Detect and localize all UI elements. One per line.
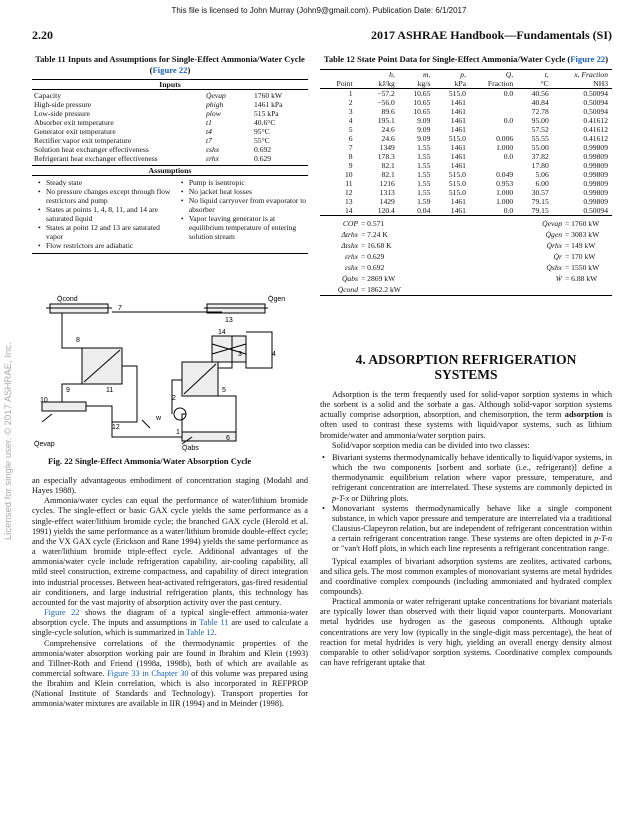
- absorption-cycle-svg: [32, 292, 308, 452]
- paragraph-ammonia-water: Ammonia/water cycles can equal the performance of water/lithium bromide cycles. The single-effect or basic GAX cycle yields the same performance as a single-effect water/lithium bromide cycle; the branched GAX cycle (Herold et al. 1991) yields the same performance as a water/lithium bromide double-effect cycle; and the VX GAX cycle (Erickson and Rane 1994) yields the same performance as a water/lithium bromide triple-effect cycle. Additional advantages of the ammonia/water cycle include refrigeration capability, air-cooling capability, all mild steel construction, extreme compactness, and capability of direct integration into industrial processes. Between heat-activated refrigerators, gas-fired residential air conditioners, and large industrial refrigeration plants, this technology has accounted for the vast majority of absorption activity over the past century.: [32, 496, 308, 607]
- label-3: 3: [238, 351, 242, 358]
- section-body: [320, 390, 612, 668]
- summary-symbol: Ẇ: [555, 274, 562, 283]
- column-header: Fraction: [470, 79, 517, 89]
- table-cell: 8: [348, 152, 353, 161]
- table-cell: t7: [206, 136, 212, 145]
- table-row: [320, 98, 612, 107]
- summary-symbol: εrhx: [345, 252, 358, 261]
- list-item: • Vapor leaving generator is at equilibrium temperature of entering solution stream: [183, 214, 308, 241]
- label-qgen: Q̇gen: [268, 296, 286, 303]
- table-cell: 195.1: [377, 116, 395, 125]
- table-cell: 1461: [450, 152, 466, 161]
- table-cell: 1.000: [496, 143, 514, 152]
- summary-symbol: Q̇evap: [542, 219, 562, 228]
- table-cell: 0.41612: [583, 116, 608, 125]
- summary-row: [320, 240, 470, 251]
- table-row: [320, 125, 612, 134]
- label-6: 6: [226, 435, 230, 442]
- left-body-text: [32, 476, 308, 710]
- paragraph-correlations: Comprehensive correlations of the thermodynamic properties of the ammonia/water absorption working pair are found in Ibrahim and Klein (1993) and Tillner-Roth and Friend (1998a, 1998b), both of which are available as commercial software. Figure 33 in Chapter 30 of this volume was prepared using the Ibrahim and Klein correlation, which is also incorporated in REFPROP (National Institute of Standards and Technology). Transport properties for ammonia/water mixtures are available in IIR (1994) and in Meinder (1998).: [32, 638, 308, 709]
- column-header: kJ/kg: [363, 79, 399, 89]
- table-11-link[interactable]: Table 11: [199, 618, 229, 628]
- table-cell: [470, 161, 517, 170]
- label-qabs: Q̇abs: [182, 445, 199, 452]
- table-cell: 24.6: [381, 125, 395, 134]
- label-qevap: Q̇evap: [34, 441, 55, 448]
- table-cell: 55.55: [531, 134, 549, 143]
- summary-row: [320, 229, 470, 240]
- evaporator: [42, 402, 86, 411]
- table-cell: 515.0: [448, 179, 466, 188]
- table-cell: 9.09: [417, 125, 431, 134]
- table-cell: 1461: [450, 206, 466, 215]
- table-cell: 0.99809: [583, 179, 608, 188]
- figure-33-link[interactable]: Figure 33 in Chapter 30: [107, 668, 189, 678]
- column-header: NH3: [553, 79, 612, 89]
- summary-symbol: Q̇gen: [545, 230, 562, 239]
- table-cell: 12: [345, 188, 353, 197]
- label-12: 12: [112, 424, 120, 431]
- table-cell: [470, 107, 517, 116]
- table-cell: 0.04: [417, 206, 431, 215]
- table-cell: 30.57: [531, 188, 549, 197]
- summary-value: = 2869 kW: [361, 274, 396, 283]
- column-header: [320, 70, 363, 80]
- summary-symbol: Δtrhx: [341, 230, 358, 239]
- label-9: 9: [66, 387, 70, 394]
- table-cell: Refrigerant heat exchanger effectiveness: [34, 154, 158, 163]
- list-item: • No liquid carryover from evaporator to absorber: [183, 196, 308, 214]
- table-cell: 0.0: [503, 89, 514, 98]
- paragraph-figure22: Figure 22 shows the diagram of a typical single-effect ammonia-water absorption cycle. The inputs and assumptions in Table 11 are used to calculate a single-cycle solution, which is summarized in Table 12.: [32, 608, 309, 638]
- summary-row: [320, 262, 470, 273]
- summary-value: = 7.24 K: [361, 230, 388, 239]
- table-cell: 40.84: [531, 98, 549, 107]
- table-cell: 0.0: [503, 206, 514, 215]
- table-row: [32, 100, 308, 109]
- column-header: °C: [517, 79, 553, 89]
- table-cell: 1461: [450, 125, 466, 134]
- table-row: [32, 154, 308, 163]
- column-header: p,: [460, 70, 466, 79]
- table-row: [320, 179, 612, 188]
- table-row: [32, 136, 308, 145]
- table-cell: 1.55: [417, 161, 431, 170]
- assumptions-list: [32, 176, 308, 254]
- table-cell: 1.59: [417, 197, 431, 206]
- label-14: 14: [218, 329, 226, 336]
- table-cell: 1.55: [417, 152, 431, 161]
- table-cell: Absorber exit temperature: [34, 118, 114, 127]
- table-cell: 79.15: [531, 206, 549, 215]
- table-cell: 10.65: [413, 107, 431, 116]
- table-cell: 4: [348, 116, 353, 125]
- label-4: 4: [272, 351, 276, 358]
- table-cell: 11: [345, 179, 353, 188]
- table-cell: 1461: [450, 116, 466, 125]
- classes-list: [320, 453, 612, 555]
- summary-value: = 1550 kW: [565, 263, 600, 272]
- column-header: Q,: [505, 70, 514, 79]
- table-cell: 55.00: [531, 143, 549, 152]
- table-cell: t1: [206, 118, 212, 127]
- page-number: 2.20: [32, 28, 53, 42]
- table-row: [320, 152, 612, 161]
- table-cell: 1461: [450, 197, 466, 206]
- table-row: [32, 91, 308, 100]
- summary-value: = 16.68 K: [361, 241, 392, 250]
- table-row: [32, 109, 308, 118]
- table-cell: 1.55: [417, 170, 431, 179]
- table-cell: 1.000: [496, 188, 514, 197]
- table-cell: 57.52: [531, 125, 549, 134]
- table-cell: 1760 kW: [254, 91, 283, 100]
- table-cell: 0.99809: [583, 161, 608, 170]
- assumptions-heading: Assumptions: [148, 166, 192, 175]
- figure-22-diagram: [32, 292, 308, 452]
- table-cell: [470, 98, 517, 107]
- table-cell: 13: [345, 197, 353, 206]
- table-cell: 6.00: [535, 179, 549, 188]
- table-cell: 1: [348, 89, 353, 98]
- summary-value: = 149 kW: [565, 241, 596, 250]
- section-heading: 4. ADSORPTION REFRIGERATION SYSTEMS: [355, 352, 577, 382]
- table-cell: −57.2: [377, 89, 395, 98]
- table-cell: 515.0: [448, 89, 466, 98]
- list-item: • States at points 1, 4, 8, 11, and 14 are saturated liquid: [40, 205, 175, 223]
- inputs-heading: Inputs: [159, 80, 181, 89]
- table-cell: 0.50094: [583, 206, 608, 215]
- table-row: [320, 197, 612, 206]
- table-row: [320, 134, 612, 143]
- table-12-link[interactable]: Table 12: [186, 628, 215, 638]
- table-cell: 3: [348, 107, 353, 116]
- summary-value: = 170 kW: [565, 252, 596, 261]
- license-side-notice: Licensed for single user. © 2017 ASHRAE, Inc.: [3, 342, 14, 540]
- table-cell: 79.15: [531, 197, 549, 206]
- table-cell: 17.80: [531, 161, 549, 170]
- column-header: h,: [389, 70, 395, 79]
- table-row: [320, 206, 612, 216]
- table-cell: 40.56: [531, 89, 549, 98]
- table-cell: 40.6°C: [254, 118, 276, 127]
- table-cell: 1349: [379, 143, 395, 152]
- summary-value: = 0.571: [361, 219, 385, 228]
- table-cell: 1461 kPa: [254, 100, 283, 109]
- paragraph-adsorption: Adsorption is the term frequently used for solid-vapor sorption systems in which the sorbent is a solid and the sorbate a gas. Although solid-vapor sorption systems actually comprise adsorption, absorption, and chemisorption, the term adsorption is often used to contrast these systems with liquid/vapor systems, such as lithium bromide/water and ammonia/water sorption pairs.: [320, 390, 612, 440]
- table-cell: 0.629: [254, 154, 272, 163]
- table-cell: 0.006: [496, 134, 514, 143]
- figure-22-caption: Fig. 22 Single-Effect Ammonia/Water Absorption Cycle: [48, 456, 252, 466]
- table-cell: 1216: [379, 179, 395, 188]
- table-cell: 10.65: [413, 98, 431, 107]
- license-notice: This file is licensed to John Murray (John9@gmail.com). Publication Date: 6/1/2017: [171, 6, 467, 15]
- column-header: m,: [423, 70, 431, 79]
- label-10: 10: [40, 397, 48, 404]
- label-13: 13: [225, 317, 233, 324]
- summary-symbol: COP: [342, 219, 358, 228]
- summary-value: = 0.692: [361, 263, 385, 272]
- label-8: 8: [76, 337, 80, 344]
- summary-symbol: Q̇abs: [341, 274, 358, 283]
- table-cell: 0.0: [503, 152, 514, 161]
- condenser: [46, 304, 112, 313]
- figure-22-link[interactable]: Figure 22: [152, 65, 188, 75]
- table-cell: 515 kPa: [254, 109, 279, 118]
- table-cell: 5.06: [535, 170, 549, 179]
- table-cell: 1461: [450, 107, 466, 116]
- table-row: [320, 89, 612, 99]
- summary-row: [470, 262, 612, 273]
- table-row: [320, 116, 612, 125]
- table-cell: 515.0: [448, 134, 466, 143]
- column-header: kPa: [434, 79, 470, 89]
- table-cell: 24.6: [381, 134, 395, 143]
- list-item: • Flow restrictors are adiabatic: [40, 241, 175, 250]
- summary-value: = 6.88 kW: [565, 274, 598, 283]
- table-row: [320, 107, 612, 116]
- table-cell: [470, 125, 517, 134]
- table-cell: 1461: [450, 98, 466, 107]
- label-5: 5: [222, 387, 226, 394]
- table-cell: 515.0: [448, 170, 466, 179]
- label-2: 2: [172, 395, 176, 402]
- table-cell: 9.09: [417, 116, 431, 125]
- table-cell: 1313: [379, 188, 395, 197]
- summary-row: [320, 218, 470, 229]
- paragraph-continuation: an especially advantageous embodiment of concentration staging (Modahl and Hayes 1988).: [32, 476, 308, 496]
- table-cell: 82.1: [381, 161, 395, 170]
- table-11-caption: Table 11 Inputs and Assumptions for Single-Effect Ammonia/Water Cycle (Figure 22): [35, 54, 305, 75]
- table-cell: 0.049: [496, 170, 514, 179]
- state-point-table: [320, 69, 612, 216]
- table-row: [320, 170, 612, 179]
- table-cell: εshx: [206, 145, 220, 154]
- column-header: x, Fraction: [574, 70, 608, 79]
- table-cell: 95°C: [254, 127, 270, 136]
- table-cell: 1461: [450, 143, 466, 152]
- paragraph-classes: Solid/vapor sorption media can be divided into two classes:: [332, 440, 530, 450]
- list-item: • Bivariant systems thermodynamically behave identically to liquid/vapor systems, in which the two components [sorbent and sorbate (i.e., refrigerant)] define a thermodynamic equilibrium relation where vapor pressure, temperature, and refrigerant concentration are interrelated. These systems are commonly depicted in p-T-x or Dühring plots.: [332, 453, 612, 504]
- summary-row: [470, 229, 612, 240]
- table-cell: phigh: [206, 100, 224, 109]
- list-item: • No pressure changes except through flow restrictors and pump: [40, 187, 175, 205]
- table-cell: −56.0: [377, 98, 395, 107]
- table-cell: 0.41612: [583, 125, 608, 134]
- list-item: • Steady state: [40, 178, 175, 187]
- column-header: t,: [544, 70, 549, 79]
- summary-row: [470, 251, 612, 262]
- table-cell: 37.82: [531, 152, 549, 161]
- table-row: [320, 143, 612, 152]
- table-cell: 0.50094: [583, 89, 608, 98]
- table-cell: t4: [206, 127, 212, 136]
- table-cell: 95.00: [531, 116, 549, 125]
- table-cell: 120.4: [377, 206, 395, 215]
- summary-symbol: Q̇cond: [337, 285, 358, 294]
- section-4: [320, 352, 612, 668]
- table-cell: 0.99809: [583, 188, 608, 197]
- table-cell: 515.0: [448, 188, 466, 197]
- paragraph-uptake: Practical ammonia or water refrigerant uptake concentrations for bivariant materials are typically lower than observed with their liquid vapor counterparts. Monovariant metal hydrides use hydrogen as the gaseous components. Although uptake concentrations are very low (typically in the single-digit mass percentage), the heat of reaction for metal hydrides is very high, yielding an overall energy density almost comparable to other solid/vapor sorption systems. Coordinative complex compounds can have refrigerant uptake that: [320, 597, 612, 668]
- table-row: [32, 118, 308, 127]
- table-cell: 0.953: [496, 179, 514, 188]
- table-12-caption: Table 12 State Point Data for Single-Effect Ammonia/Water Cycle (Figure 22): [323, 54, 609, 64]
- table-cell: 0.99809: [583, 143, 608, 152]
- table-cell: plow: [206, 109, 221, 118]
- table-cell: 0.99809: [583, 197, 608, 206]
- table-cell: Rectifier vapor exit temperature: [34, 136, 132, 145]
- table-cell: 0.41612: [583, 134, 608, 143]
- table-row: [32, 145, 308, 154]
- summary-row: [320, 284, 470, 295]
- table-cell: 10: [345, 170, 353, 179]
- summary-block: [320, 218, 612, 296]
- table-cell: 14: [345, 206, 353, 215]
- paragraph-examples: Typical examples of bivariant adsorption systems are zeolites, activated carbons, and silica gels. The most common examples of monovariant systems are metal hydrides and coordinative complex compounds (including ammoniated and hydrated complex compounds).: [320, 556, 612, 596]
- table-cell: 9: [348, 161, 353, 170]
- table-cell: 1461: [450, 161, 466, 170]
- label-11: 11: [106, 387, 114, 394]
- table-cell: 0.692: [254, 145, 272, 154]
- table-row: [320, 188, 612, 197]
- summary-symbol: Q̇shx: [546, 263, 562, 272]
- list-item: • States at point 12 and 13 are saturated vapor: [40, 223, 175, 241]
- summary-symbol: εshx: [344, 263, 358, 272]
- table-12: [320, 54, 612, 296]
- table-cell: 2: [348, 98, 353, 107]
- summary-value: = 0.629: [361, 252, 385, 261]
- summary-row: [320, 273, 470, 284]
- column-header: Point: [320, 79, 363, 89]
- table-cell: 6: [348, 134, 353, 143]
- table-cell: 178.3: [377, 152, 395, 161]
- table-row: [320, 161, 612, 170]
- summary-symbol: Δtshx: [341, 241, 358, 250]
- label-w: w: [156, 415, 162, 422]
- table-cell: Capacity: [34, 91, 61, 100]
- label-7: 7: [118, 305, 122, 312]
- inputs-table: [32, 91, 308, 163]
- summary-value: = 3083 kW: [565, 230, 600, 239]
- column-header: kg/s: [399, 79, 435, 89]
- table-cell: Generator exit temperature: [34, 127, 116, 136]
- table-cell: 10.65: [413, 89, 431, 98]
- table-cell: 0.99809: [583, 170, 608, 179]
- table-cell: 9.09: [417, 134, 431, 143]
- table-cell: 0.99809: [583, 152, 608, 161]
- table-cell: 0.50094: [583, 98, 608, 107]
- list-item: • Monovariant systems thermodynamically behave like a single component substance, in which vapor pressure and temperature are interrelated via a traditional Clausius-Clapeyron relation, but are independent of refrigerant concentration within a certain refrigerant concentration range. These systems are often depicted in p-T-n or "van't Hoff plots, in which each line represents a refrigerant concentration range.: [332, 504, 612, 555]
- table-cell: 1.55: [417, 188, 431, 197]
- table-cell: High-side pressure: [34, 100, 92, 109]
- label-qcond: Q̇cond: [57, 296, 78, 303]
- table-cell: Q̇evap: [206, 91, 226, 100]
- list-item: • No jacket heat losses: [183, 187, 308, 196]
- summary-symbol: Q̇rhx: [546, 241, 562, 250]
- table-row: [32, 127, 308, 136]
- table-cell: 7: [348, 143, 353, 152]
- table-cell: 1.000: [496, 197, 514, 206]
- figure-22-link-2[interactable]: Figure 22: [570, 54, 606, 64]
- table-cell: 1.55: [417, 143, 431, 152]
- list-item: • Pump is isentropic: [183, 178, 308, 187]
- table-cell: εrhx: [206, 154, 219, 163]
- table-cell: 0.0: [503, 116, 514, 125]
- table-11: [32, 54, 308, 254]
- summary-row: [320, 251, 470, 262]
- figure-22-text-link[interactable]: Figure 22: [44, 608, 80, 618]
- table-cell: 89.6: [381, 107, 395, 116]
- table-cell: 1.55: [417, 179, 431, 188]
- summary-value: = 1760 kW: [565, 219, 600, 228]
- summary-row: [470, 218, 612, 229]
- table-cell: 1429: [379, 197, 395, 206]
- table-cell: 55°C: [254, 136, 270, 145]
- summary-value: = 1862.2 kW: [361, 285, 401, 294]
- running-title: 2017 ASHRAE Handbook—Fundamentals (SI): [370, 28, 612, 42]
- table-cell: 0.50094: [583, 107, 608, 116]
- table-cell: Solution heat exchanger effectiveness: [34, 145, 149, 154]
- table-cell: 72.78: [531, 107, 549, 116]
- label-1: 1: [176, 429, 180, 436]
- table-cell: Low-side pressure: [34, 109, 90, 118]
- table-cell: 5: [348, 125, 353, 134]
- summary-symbol: Q̇r: [553, 252, 562, 261]
- table-cell: 82.1: [381, 170, 395, 179]
- summary-row: [470, 240, 612, 251]
- summary-row: [470, 273, 612, 284]
